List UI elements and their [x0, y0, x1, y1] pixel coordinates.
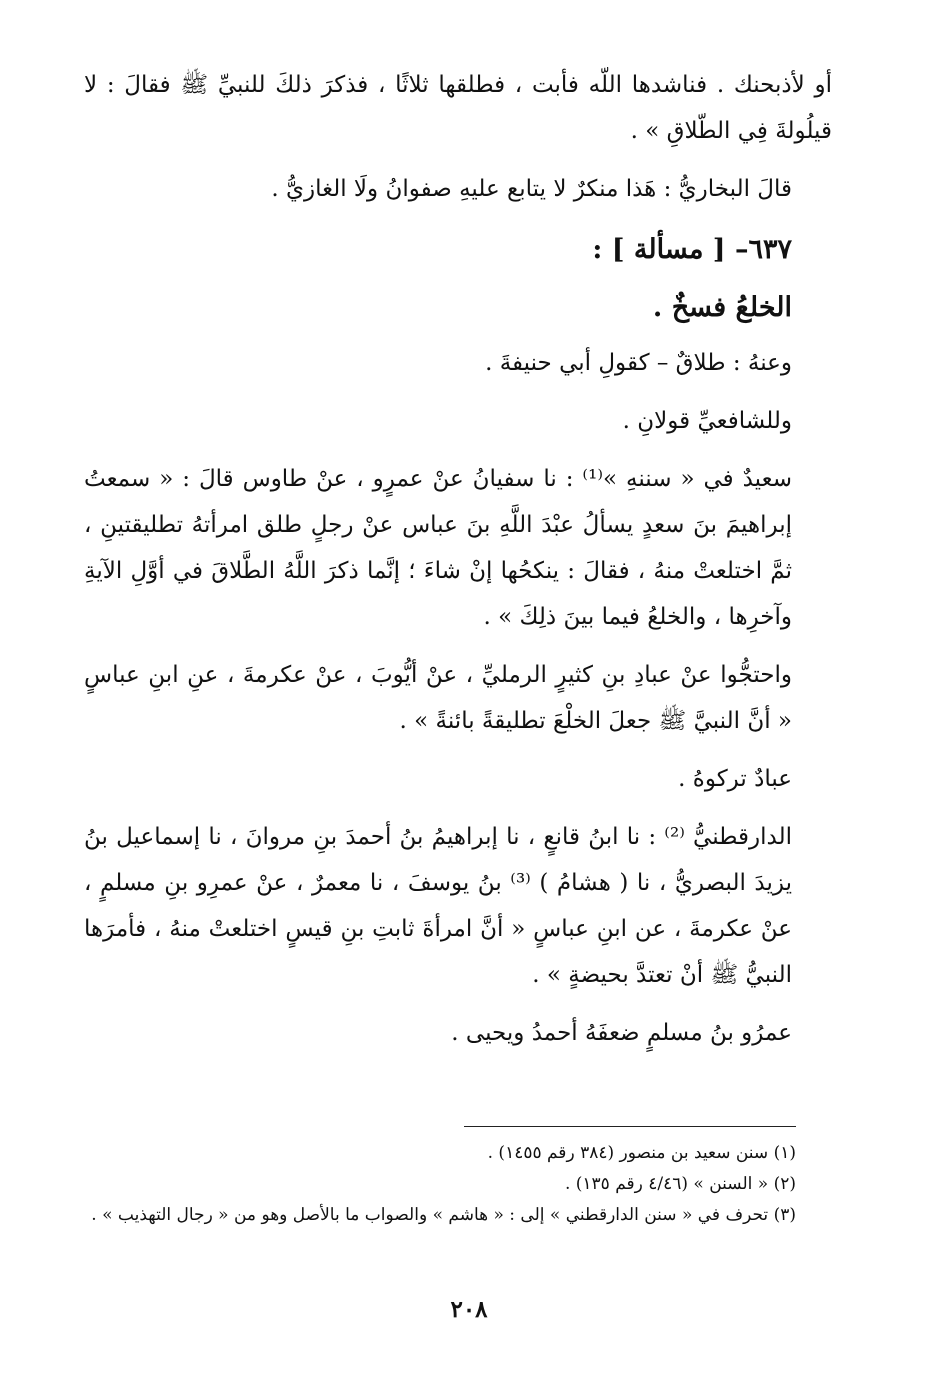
- footnote-2: (٢) « السنن » (٤/٤٦ رقم ١٣٥) .: [564, 1174, 796, 1194]
- text-paragraph-5: سعيدٌ في « سننهِ »⁽¹⁾ : نا سفيانُ عنْ عمرٍو ، عنْ طاوس قالَ : « سمعتُ إبراهيمَ بنَ سعدٍ يسألُ عبْدَ اللَّهِ بنَ عباس عنْ رجلٍ طلق امرأتهُ تطليقتينِ ، ثمَّ اختلعتْ منهُ ، فقالَ : ينكحُها إنْ شاءَ ؛ إنَّما ذكرَ اللَّهُ الطَّلاقَ في أوَّلِ الآيةِ وآخرِها ، والخلعُ فيما بينَ ذلِكَ » .: [84, 466, 792, 630]
- footnote-1: (١) سنن سعيد بن منصور (٣٨٤ رقم ١٤٥٥) .: [487, 1143, 796, 1163]
- text-paragraph-6: واحتجُّوا عنْ عبادِ بنِ كثيرٍ الرمليِّ ، عنْ أيُّوبَ ، عنْ عكرمةَ ، عنِ ابنِ عباسٍ « أنَّ النبيَّ ﷺ جعلَ الخلْعَ تطليقةً بائنةً » .: [84, 662, 792, 734]
- footnote-3: (٣) تحرف في « سنن الدارقطني » إلى : « هاشم » والصواب ما بالأصل وهو من « رجال التهذيب » .: [91, 1205, 796, 1225]
- page-number: ٢٠٨: [450, 1296, 488, 1323]
- text-paragraph-7: عبادٌ تركوهُ .: [678, 766, 792, 792]
- footnote-divider: [464, 1126, 796, 1127]
- page-body: [84, 62, 832, 1068]
- footnotes: [84, 1138, 796, 1231]
- text-paragraph-9: عمرُو بنُ مسلمٍ ضعفَهُ أحمدُ ويحيى .: [451, 1020, 792, 1046]
- text-paragraph-2: قالَ البخاريُّ : هَذا منكرٌ لا يتابع عليهِ صفوانُ ولَا الغازيُّ .: [271, 176, 792, 202]
- ruling-heading: الخلعُ فسخٌ .: [652, 292, 792, 323]
- text-paragraph-8: الدارقطنيُّ ⁽²⁾ : نا ابنُ قانعٍ ، نا إبراهيمُ بنُ أحمدَ بنِ مروانَ ، نا إسماعيل بنُ يزيدَ البصريُّ ، نا ( هشامُ ) ⁽³⁾ بنُ يوسفَ ، نا معمرٌ ، عنْ عمرِو بنِ مسلمٍ ، عنْ عكرمةَ ، عن ابنِ عباسٍ « أنَّ امرأةَ ثابتِ بنِ قيسٍ اختلعتْ منهُ ، فأمرَها النبيُّ ﷺ أنْ تعتدَّ بحيضةٍ » .: [84, 824, 793, 988]
- issue-heading: ٦٣٧– [ مسألة ] :: [592, 234, 792, 265]
- text-paragraph-3: وعنهُ : طلاقٌ – كقولِ أبي حنيفةَ .: [485, 350, 792, 376]
- text-paragraph-4: وللشافعيِّ قولانِ .: [622, 408, 792, 434]
- text-paragraph-1: أو لأذبحنك . فناشدها اللّه فأبت ، فطلقها ثلاثًا ، فذكرَ ذلكَ للنبيِّ ﷺ فقالَ : لا قيلُولةَ فِي الطّلاقِ » .: [84, 72, 832, 144]
